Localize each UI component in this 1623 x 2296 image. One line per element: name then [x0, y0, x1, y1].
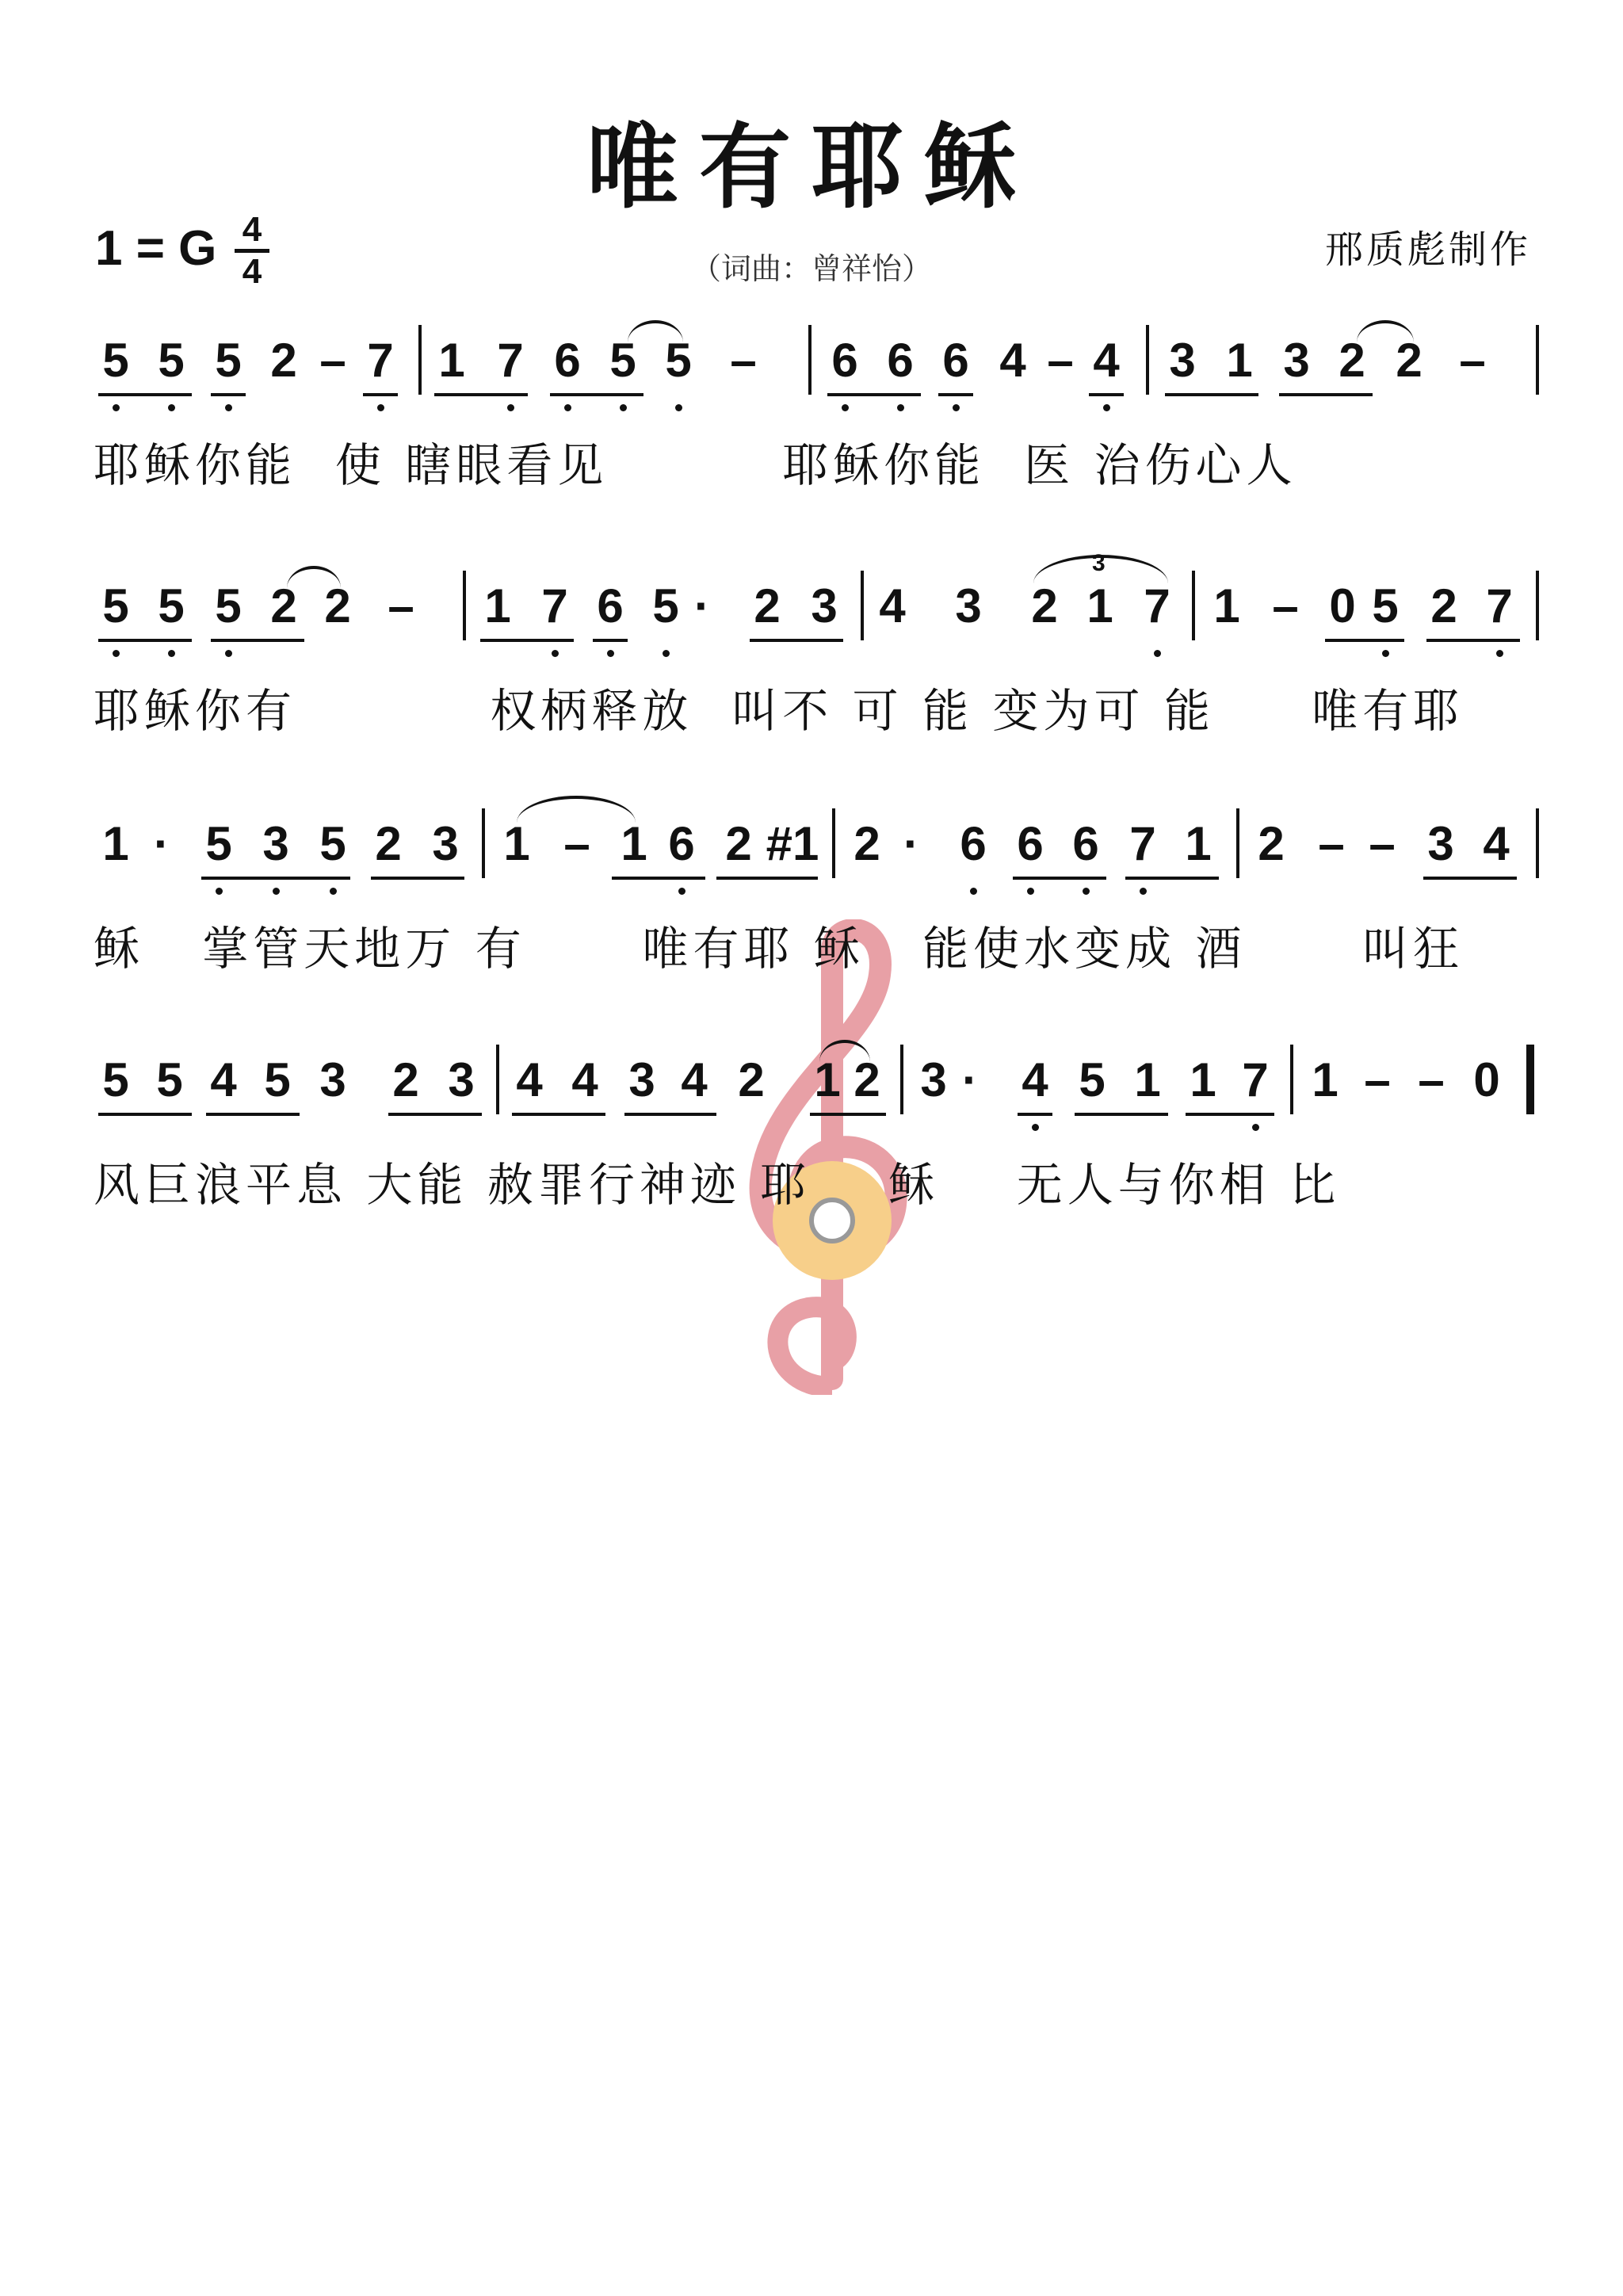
- note: 1: [503, 817, 530, 870]
- note: 4: [1083, 333, 1130, 388]
- note: –: [388, 579, 414, 632]
- note: 5: [204, 579, 252, 634]
- note: 1: [1312, 1053, 1338, 1106]
- note: 6: [876, 333, 924, 388]
- note: 7: [487, 333, 534, 388]
- bar-line: [832, 808, 835, 878]
- bar-line: [1146, 325, 1149, 395]
- note: 5: [147, 333, 195, 388]
- note: –: [1272, 579, 1299, 632]
- bar-line: [1290, 1045, 1293, 1114]
- note: ·: [903, 817, 919, 870]
- lyrics-line-3: 稣 掌管天地万 有 唯有耶 稣 能使水变成 酒 叫狂: [94, 922, 1465, 976]
- note: 5: [309, 816, 357, 872]
- note: 2: [738, 1053, 765, 1106]
- note: 7: [1133, 579, 1181, 634]
- note: –: [1047, 334, 1074, 387]
- note: 3: [920, 1053, 947, 1106]
- note: 4: [1483, 817, 1510, 870]
- note: 3: [448, 1053, 475, 1106]
- note: 7: [1476, 579, 1523, 634]
- bar-line: [1536, 808, 1539, 878]
- note: 2: [1258, 817, 1285, 870]
- note: 4: [571, 1053, 598, 1106]
- note: 3: [432, 817, 459, 870]
- lyrics-line-4: 风巨浪平息 大能 赦罪行神迹 耶 稣 无人与你相 比: [94, 1158, 1341, 1212]
- final-bar-line: [1526, 1045, 1534, 1114]
- note: 3: [811, 579, 838, 632]
- note: 2: [1396, 334, 1423, 387]
- note: 1: [1086, 579, 1113, 632]
- note: 1: [621, 817, 647, 870]
- key-signature: 1 = G: [95, 221, 217, 276]
- note: 6: [586, 579, 634, 634]
- note: –: [319, 334, 346, 387]
- credit-line: （词曲：曾祥怡）: [690, 251, 932, 286]
- note: 2: [1338, 334, 1365, 387]
- note: 2: [270, 579, 297, 632]
- note: 3: [252, 816, 300, 872]
- note: 5: [655, 333, 702, 388]
- note: 3: [319, 1053, 346, 1106]
- note: –: [1418, 1053, 1445, 1106]
- note: 4: [1011, 1052, 1059, 1108]
- time-signature-bottom: 4: [242, 252, 262, 291]
- note: 3: [1283, 334, 1310, 387]
- note: 1: [1185, 817, 1212, 870]
- maker-credit: 邢质彪制作: [1324, 227, 1531, 272]
- bar-line: [861, 571, 864, 640]
- note: 0: [1329, 579, 1356, 632]
- note: 5: [264, 1053, 291, 1106]
- note: 5: [195, 816, 242, 872]
- note: 7: [1232, 1052, 1279, 1108]
- lyrics-line-1: 耶稣你能 使 瞎眼看见 耶稣你能 医 治伤心人: [94, 438, 1297, 492]
- note: 2: [754, 579, 781, 632]
- note: 5: [147, 579, 195, 634]
- note: 0: [1473, 1053, 1500, 1106]
- note: 5: [642, 579, 689, 634]
- note: 5: [204, 333, 252, 388]
- note: 2: [1430, 579, 1457, 632]
- lyrics-line-2: 耶稣你有 权柄释放 叫不 可 能 变为可 能 唯有耶: [94, 684, 1465, 738]
- note: –: [1318, 817, 1345, 870]
- note: 1: [438, 334, 465, 387]
- note: 3: [955, 579, 982, 632]
- note: 2: [1031, 579, 1058, 632]
- note: #1: [766, 817, 819, 870]
- note: 4: [210, 1053, 237, 1106]
- note: 5: [156, 1053, 183, 1106]
- bar-line: [463, 571, 466, 640]
- note: 3: [1169, 334, 1196, 387]
- note: 6: [949, 816, 997, 872]
- note: 7: [357, 333, 404, 388]
- note: 2: [375, 817, 402, 870]
- time-signature-top: 4: [242, 210, 262, 249]
- note: 2: [854, 1053, 880, 1106]
- note: 1: [1213, 579, 1240, 632]
- song-title: 唯有耶稣: [586, 114, 1037, 221]
- note: –: [1369, 817, 1396, 870]
- note: ·: [694, 579, 710, 632]
- bar-line: [808, 325, 812, 395]
- bar-line: [1536, 571, 1539, 640]
- bar-line: [496, 1045, 499, 1114]
- note: 5: [599, 333, 647, 388]
- note: 6: [1062, 816, 1109, 872]
- note: 2: [270, 334, 297, 387]
- bar-line: [418, 325, 422, 395]
- note: 4: [999, 334, 1026, 387]
- note: 5: [92, 333, 139, 388]
- note: –: [1459, 334, 1486, 387]
- note: 3: [1427, 817, 1454, 870]
- note: –: [563, 817, 590, 870]
- note: 7: [1119, 816, 1167, 872]
- note: 5: [92, 579, 139, 634]
- bar-line: [900, 1045, 903, 1114]
- note: 2: [324, 579, 351, 632]
- note: 5: [1079, 1053, 1106, 1106]
- note: 3: [628, 1053, 655, 1106]
- note: 1: [1134, 1053, 1161, 1106]
- note: 6: [1006, 816, 1054, 872]
- note: ·: [962, 1053, 978, 1106]
- note: 2: [854, 817, 880, 870]
- note: 4: [879, 579, 906, 632]
- note: –: [1364, 1053, 1391, 1106]
- note: 6: [544, 333, 591, 388]
- note: 2: [725, 817, 752, 870]
- bar-line: [482, 808, 485, 878]
- bar-line: [1236, 808, 1239, 878]
- note: 1: [1226, 334, 1253, 387]
- note: 1: [1190, 1053, 1216, 1106]
- note: 6: [932, 333, 980, 388]
- note: 6: [658, 816, 705, 872]
- bar-line: [1536, 325, 1539, 395]
- triplet-mark: 3: [1092, 550, 1106, 576]
- note: 1: [814, 1053, 841, 1106]
- note: –: [730, 334, 757, 387]
- note: 5: [102, 1053, 129, 1106]
- note: 2: [392, 1053, 419, 1106]
- note: 1: [102, 817, 129, 870]
- bar-line: [1192, 571, 1195, 640]
- note: 4: [681, 1053, 708, 1106]
- note: 5: [1361, 579, 1409, 634]
- note: ·: [154, 817, 170, 870]
- note: 4: [516, 1053, 543, 1106]
- note: 7: [531, 579, 579, 634]
- note: 1: [484, 579, 511, 632]
- note: 6: [821, 333, 869, 388]
